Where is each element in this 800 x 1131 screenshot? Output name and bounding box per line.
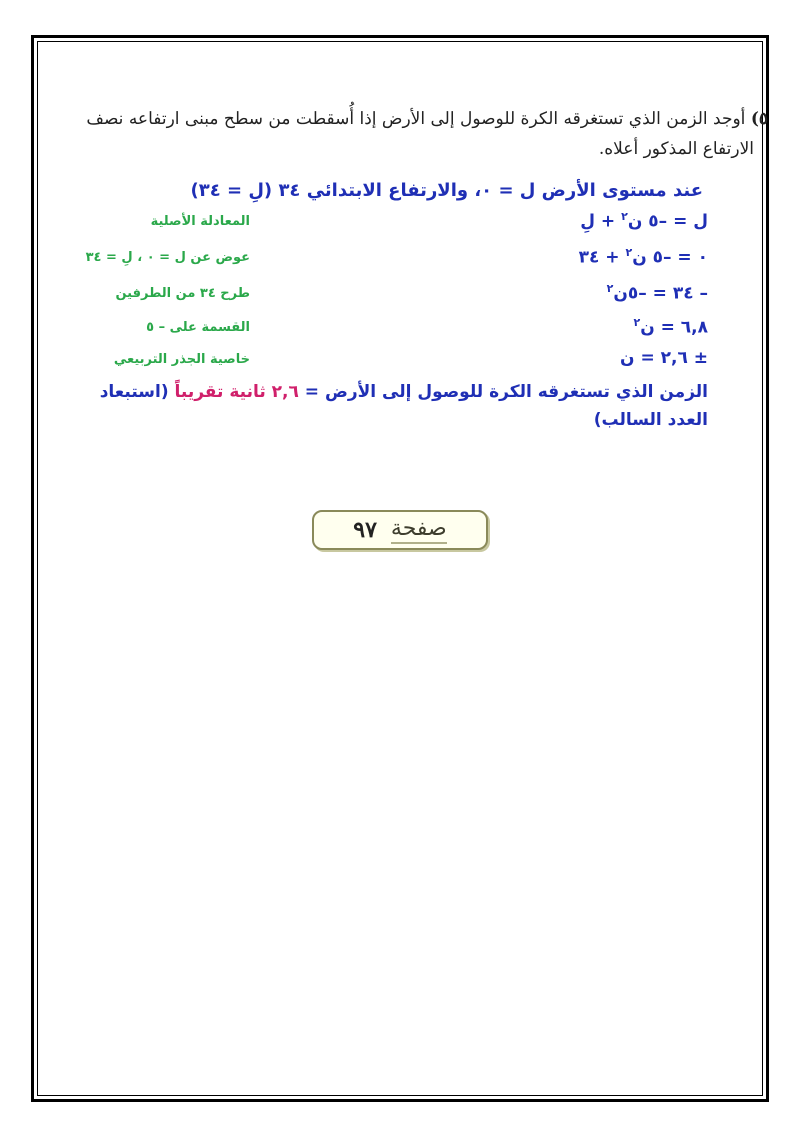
step-5-equation: ± ٢,٦ = ن xyxy=(620,348,708,368)
step-1-equation: ل = –٥ ن$^٢$ + لِ xyxy=(580,210,708,232)
page-number-badge xyxy=(312,510,488,550)
conclusion-note: (استبعاد العدد السالب) xyxy=(99,382,708,430)
problem-line-1 xyxy=(48,104,768,134)
page-number: ٩٧ xyxy=(353,517,377,543)
step-4-note: القسمة على – ٥ xyxy=(146,320,250,335)
step-2-equation: ٠ = –٥ ن$^٢$ + ٣٤ xyxy=(578,246,708,268)
ground-condition: عند مستوى الأرض ل = ٠، والارتفاع الابتدائي ٣٤ (لِ = ٣٤) xyxy=(190,180,703,201)
step-4-equation: ٦,٨ = ن$^٢$ xyxy=(633,316,708,338)
conclusion xyxy=(88,378,708,434)
problem-number: ٥) xyxy=(750,109,768,129)
problem-statement xyxy=(48,104,768,164)
conclusion-answer: ٢,٦ ثانية تقريباً xyxy=(174,382,299,402)
conclusion-text: الزمن الذي تستغرقه الكرة للوصول إلى الأرض = xyxy=(298,382,708,402)
step-3-equation: – ٣٤ = –٥ن$^٢$ xyxy=(606,282,708,304)
step-5-note: خاصية الجذر التربيعي xyxy=(113,352,250,367)
page-label: صفحة xyxy=(391,516,447,544)
problem-line-2: الارتفاع المذكور أعلاه. xyxy=(598,139,754,159)
step-2-note: عوض عن ل = ٠ ، لِ = ٣٤ xyxy=(85,250,250,265)
step-3-note: طرح ٣٤ من الطرفين xyxy=(115,286,250,301)
problem-text-1: أوجد الزمن الذي تستغرقه الكرة للوصول إلى الأرض إذا أُسقطت من سطح مبنى ارتفاعه نصف xyxy=(86,109,746,129)
step-1-note: المعادلة الأصلية xyxy=(150,214,250,229)
